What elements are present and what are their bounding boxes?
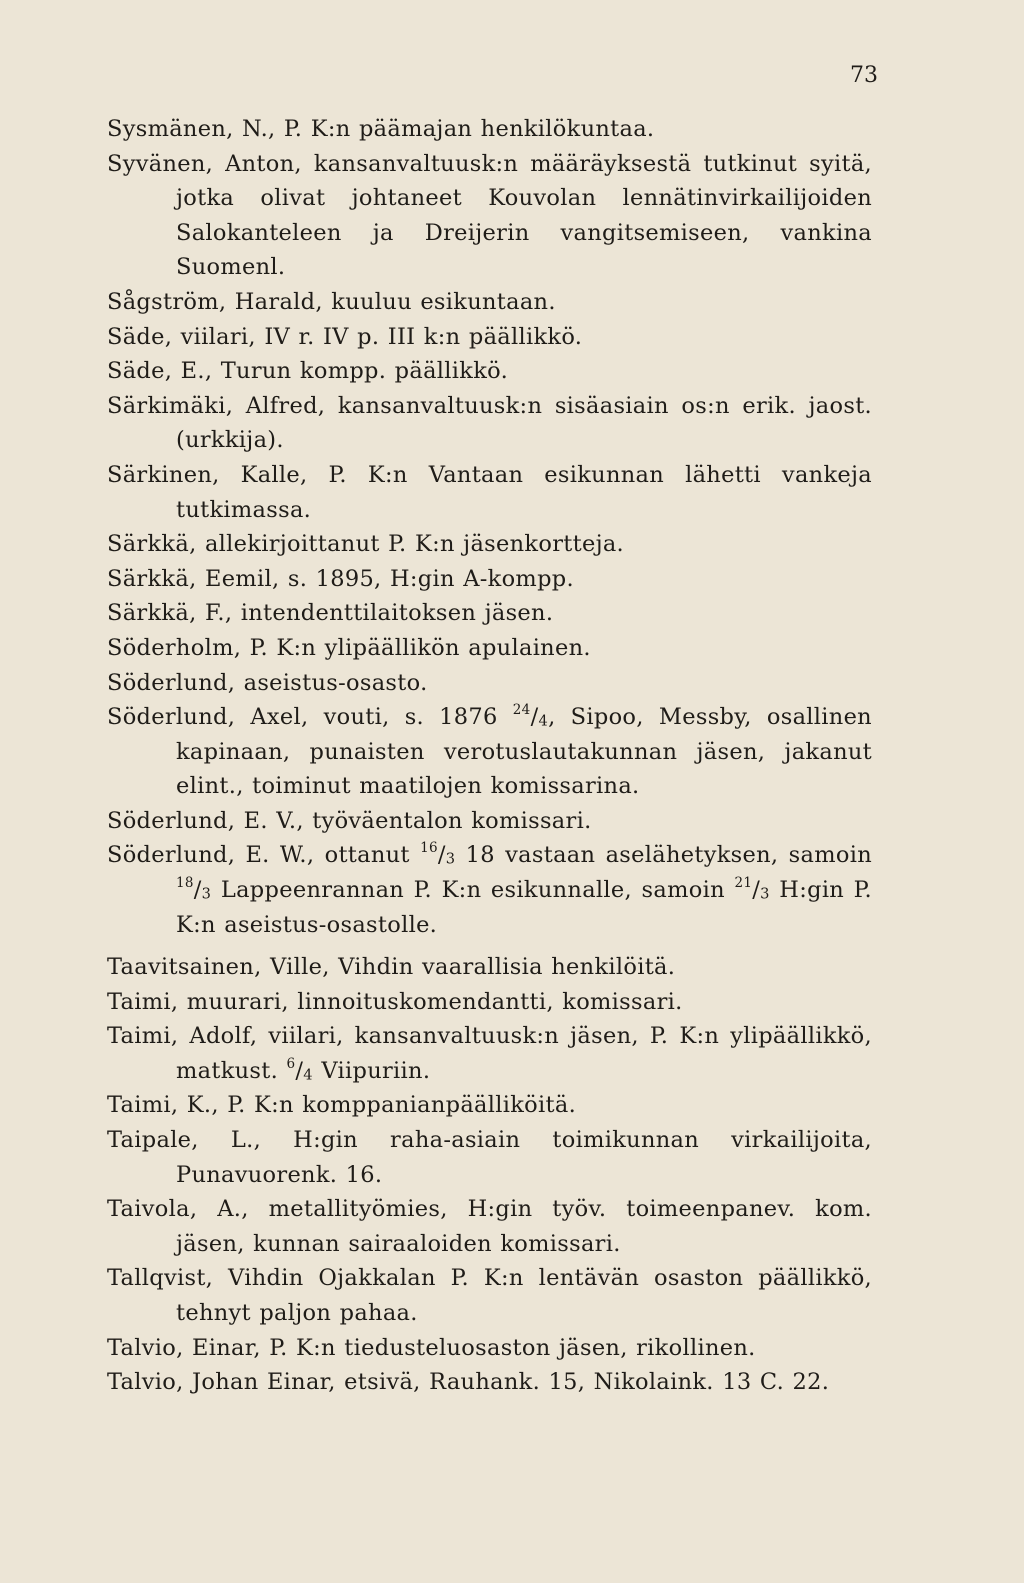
list-item: Tallqvist, Vihdin Ojakkalan P. K:n lentävän osaston päällikkö, tehnyt paljon pahaa.: [107, 1265, 872, 1326]
entry-text: Viipuriin.: [312, 1057, 431, 1084]
date-month: 4: [538, 712, 549, 730]
list-item: [107, 838, 872, 942]
list-item: Söderlund, E. V., työväentalon komissari.: [107, 807, 592, 834]
list-item: Taimi, K., P. K:n komppanianpäälliköitä.: [107, 1092, 577, 1119]
date-day: 6: [286, 1055, 296, 1072]
list-item: Taivola, A., metallityömies, H:gin työv. toimeenpanev. kom. jäsen, kunnan sairaaloiden komissari.: [107, 1196, 872, 1257]
list-item: Särkkä, Eemil, s. 1895, H:gin A-kompp.: [107, 565, 574, 592]
entry-text: Lappeenrannan P. K:n esikunnalle, samoin: [211, 877, 735, 904]
list-item: Talvio, Einar, P. K:n tiedusteluosaston jäsen, rikollinen.: [107, 1334, 756, 1361]
list-item: Säde, viilari, IV r. IV p. III k:n päällikkö.: [107, 323, 583, 350]
page-number: 73: [850, 63, 878, 88]
date-slash: /: [193, 877, 202, 904]
date-slash: /: [295, 1057, 304, 1084]
date-month: 3: [201, 885, 212, 903]
entry-text: H:gin P. K:n aseistus-osastolle.: [176, 877, 873, 938]
list-item: Söderlund, aseistus-osasto.: [107, 669, 428, 696]
entry-text: Taimi, Adolf, viilari, kansanvaltuusk:n jäsen, P. K:n ylipäällikkö, matkust.: [107, 1023, 872, 1084]
entries-section-t: [107, 950, 872, 1400]
list-item: Särkkä, allekirjoittanut P. K:n jäsenkortteja.: [107, 531, 625, 558]
entries-section-s: [107, 112, 872, 942]
entry-text: , Sipoo, Messby, osallinen kapinaan, punaisten verotuslautakunnan jäsen, jakanut elint., toiminut maatilojen komissarina.: [176, 704, 872, 800]
list-item: Sysmänen, N., P. K:n päämajan henkilökuntaa.: [107, 116, 655, 142]
list-item: Talvio, Johan Einar, etsivä, Rauhank. 15, Nikolaink. 13 C. 22.: [107, 1369, 830, 1396]
list-item: Sågström, Harald, kuuluu esikuntaan.: [107, 288, 556, 315]
date-day: 16: [420, 840, 438, 857]
date-slash: /: [530, 704, 539, 731]
list-item: [107, 1019, 872, 1088]
entry-text: Söderlund, Axel, vouti, s. 1876: [107, 704, 513, 731]
list-item: Säde, E., Turun kompp. päällikkö.: [107, 358, 509, 385]
date-slash: /: [752, 877, 761, 904]
date-month: 3: [760, 885, 770, 903]
list-item: Särkkä, F., intendenttilaitoksen jäsen.: [107, 600, 554, 627]
list-item: [107, 700, 872, 804]
entry-text: Söderlund, E. W., ottanut: [107, 842, 421, 869]
date-day: 18: [176, 874, 194, 891]
list-item: Taavitsainen, Ville, Vihdin vaarallisia henkilöitä.: [107, 954, 676, 980]
entry-text: 18 vastaan aselähetyksen, samoin: [455, 842, 872, 869]
list-item: Särkinen, Kalle, P. K:n Vantaan esikunnan lähetti vankeja tutkimassa.: [107, 461, 872, 523]
list-item: Taipale, L., H:gin raha-asiain toimikunnan virkailijoita, Punavuorenk. 16.: [107, 1126, 872, 1188]
date-day: 24: [512, 701, 531, 718]
list-item: Taimi, muurari, linnoituskomendantti, komissari.: [107, 988, 683, 1015]
list-item: Särkimäki, Alfred, kansanvaltuusk:n sisäasiain os:n erik. jaost. (urkkija).: [107, 392, 872, 454]
list-item: Söderholm, P. K:n ylipäällikön apulainen.: [107, 634, 591, 661]
list-item: Syvänen, Anton, kansanvaltuusk:n määräyksestä tutkinut syitä, jotka olivat johtaneet Kouvolan lennätinvirkailijoiden Salokanteleen ja Dreijerin vangitsemiseen, vankina Suomenl.: [107, 150, 872, 281]
date-month: 3: [445, 850, 456, 868]
date-day: 21: [734, 874, 753, 891]
date-month: 4: [303, 1066, 313, 1084]
date-slash: /: [437, 842, 446, 869]
